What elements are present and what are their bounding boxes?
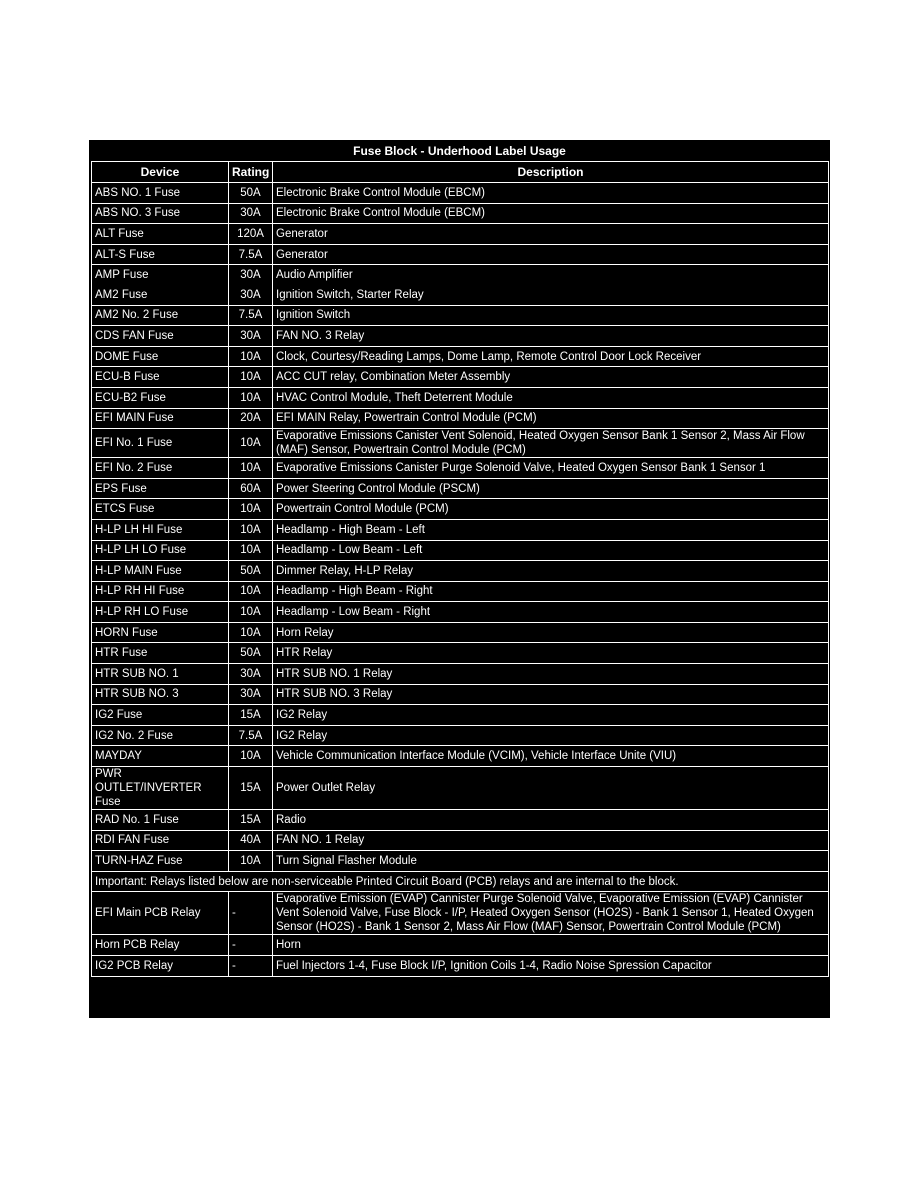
table-row: [92, 851, 829, 872]
column-header-rating: Rating: [229, 162, 273, 183]
rating-cell: 7.5A: [229, 244, 273, 265]
description-cell: EFI MAIN Relay, Powertrain Control Module (PCM): [273, 408, 829, 429]
rating-cell: 10A: [229, 387, 273, 408]
table-row: [92, 561, 829, 582]
description-cell: HVAC Control Module, Theft Deterrent Module: [273, 387, 829, 408]
table-row: [92, 458, 829, 479]
device-cell: AMP Fuse: [92, 265, 229, 285]
table-row: [92, 830, 829, 851]
pcb-relay-row: [92, 956, 829, 977]
device-cell: HTR SUB NO. 3: [92, 684, 229, 705]
description-cell: Clock, Courtesy/Reading Lamps, Dome Lamp, Remote Control Door Lock Receiver: [273, 346, 829, 367]
table-row: [92, 285, 829, 305]
device-cell: AM2 Fuse: [92, 285, 229, 305]
device-cell: HTR SUB NO. 1: [92, 664, 229, 685]
rating-cell: 20A: [229, 408, 273, 429]
note-row: [92, 871, 829, 892]
table-row: [92, 664, 829, 685]
device-cell: ECU-B2 Fuse: [92, 387, 229, 408]
description-cell: Evaporative Emissions Canister Purge Solenoid Valve, Heated Oxygen Sensor Bank 1 Sensor 1: [273, 458, 829, 479]
header-row: [92, 162, 829, 183]
table-row: [92, 602, 829, 623]
device-cell: IG2 No. 2 Fuse: [92, 725, 229, 746]
fuse-table-body: [92, 183, 829, 977]
rating-cell: 30A: [229, 285, 273, 305]
table-row: [92, 499, 829, 520]
table-row: [92, 478, 829, 499]
device-cell: EPS Fuse: [92, 478, 229, 499]
description-cell: IG2 Relay: [273, 725, 829, 746]
rating-cell: 7.5A: [229, 305, 273, 326]
device-cell: RDI FAN Fuse: [92, 830, 229, 851]
description-cell: Generator: [273, 244, 829, 265]
device-cell: H-LP LH HI Fuse: [92, 519, 229, 540]
description-cell: HTR SUB NO. 1 Relay: [273, 664, 829, 685]
fuse-table: [91, 161, 829, 977]
table-row: [92, 244, 829, 265]
description-cell: Audio Amplifier: [273, 265, 829, 285]
rating-cell: 10A: [229, 346, 273, 367]
rating-cell: 50A: [229, 183, 273, 204]
description-cell: Electronic Brake Control Module (EBCM): [273, 203, 829, 224]
rating-cell: 10A: [229, 429, 273, 458]
rating-cell: 50A: [229, 643, 273, 664]
rating-cell: 10A: [229, 581, 273, 602]
table-row: [92, 705, 829, 726]
rating-cell: 10A: [229, 499, 273, 520]
rating-cell: 10A: [229, 746, 273, 767]
rating-cell: 10A: [229, 602, 273, 623]
rating-cell: 10A: [229, 851, 273, 872]
device-cell: H-LP RH HI Fuse: [92, 581, 229, 602]
rating-cell: 10A: [229, 540, 273, 561]
rating-cell: 7.5A: [229, 725, 273, 746]
rating-cell: 10A: [229, 622, 273, 643]
device-cell: ALT-S Fuse: [92, 244, 229, 265]
description-cell: Turn Signal Flasher Module: [273, 851, 829, 872]
device-cell: EFI No. 2 Fuse: [92, 458, 229, 479]
table-row: [92, 622, 829, 643]
description-cell: Ignition Switch, Starter Relay: [273, 285, 829, 305]
description-cell: Horn: [273, 935, 829, 956]
table-row: [92, 581, 829, 602]
rating-cell: 30A: [229, 684, 273, 705]
description-cell: Generator: [273, 224, 829, 245]
description-cell: ACC CUT relay, Combination Meter Assembly: [273, 367, 829, 388]
table-row: [92, 746, 829, 767]
device-cell: ECU-B Fuse: [92, 367, 229, 388]
fuse-table-panel: [89, 140, 830, 1018]
description-cell: Headlamp - High Beam - Right: [273, 581, 829, 602]
description-cell: Ignition Switch: [273, 305, 829, 326]
table-row: [92, 387, 829, 408]
device-cell: MAYDAY: [92, 746, 229, 767]
table-row: [92, 643, 829, 664]
description-cell: FAN NO. 1 Relay: [273, 830, 829, 851]
table-row: [92, 305, 829, 326]
description-cell: Evaporative Emission (EVAP) Cannister Purge Solenoid Valve, Evaporative Emission (EVAP) Cannister Vent Solenoid Valve, Fuse Block - I/P, Heated Oxygen Sensor (HO2S) - Bank 1 Sensor 1, Heated Oxygen Sensor (HO2S) - Bank 1 Sensor 2, Mass Air Flow (MAF) Sensor, Powertrain Control Module (PCM): [273, 892, 829, 935]
description-cell: Evaporative Emissions Canister Vent Solenoid, Heated Oxygen Sensor Bank 1 Sensor 2, Mass Air Flow (MAF) Sensor, Powertrain Control Module (PCM): [273, 429, 829, 458]
device-cell: HTR Fuse: [92, 643, 229, 664]
description-cell: Horn Relay: [273, 622, 829, 643]
description-cell: Power Steering Control Module (PSCM): [273, 478, 829, 499]
description-cell: Electronic Brake Control Module (EBCM): [273, 183, 829, 204]
table-row: [92, 326, 829, 347]
device-cell: H-LP MAIN Fuse: [92, 561, 229, 582]
description-cell: HTR SUB NO. 3 Relay: [273, 684, 829, 705]
device-cell: ABS NO. 1 Fuse: [92, 183, 229, 204]
rating-cell: 30A: [229, 265, 273, 285]
column-header-description: Description: [273, 162, 829, 183]
table-row: [92, 408, 829, 429]
rating-cell: 15A: [229, 767, 273, 810]
rating-cell: 15A: [229, 705, 273, 726]
description-cell: Headlamp - Low Beam - Left: [273, 540, 829, 561]
device-cell: H-LP RH LO Fuse: [92, 602, 229, 623]
description-cell: Power Outlet Relay: [273, 767, 829, 810]
device-cell: H-LP LH LO Fuse: [92, 540, 229, 561]
table-row: [92, 540, 829, 561]
table-row: [92, 519, 829, 540]
rating-cell: 10A: [229, 458, 273, 479]
device-cell: PWR OUTLET/INVERTER Fuse: [92, 767, 229, 810]
important-note: Important: Relays listed below are non-serviceable Printed Circuit Board (PCB) relays and are internal to the block.: [92, 871, 829, 892]
rating-cell: 40A: [229, 830, 273, 851]
rating-cell: -: [229, 935, 273, 956]
rating-cell: 30A: [229, 326, 273, 347]
rating-cell: 30A: [229, 203, 273, 224]
table-row: [92, 429, 829, 458]
rating-cell: -: [229, 892, 273, 935]
rating-cell: 30A: [229, 664, 273, 685]
device-cell: IG2 Fuse: [92, 705, 229, 726]
device-cell: ETCS Fuse: [92, 499, 229, 520]
table-row: [92, 810, 829, 831]
table-row: [92, 265, 829, 285]
table-row: [92, 725, 829, 746]
table-row: [92, 224, 829, 245]
table-row: [92, 203, 829, 224]
device-cell: EFI No. 1 Fuse: [92, 429, 229, 458]
description-cell: HTR Relay: [273, 643, 829, 664]
table-title: Fuse Block - Underhood Label Usage: [353, 144, 566, 158]
description-cell: Vehicle Communication Interface Module (VCIM), Vehicle Interface Unite (VIU): [273, 746, 829, 767]
rating-cell: 10A: [229, 367, 273, 388]
description-cell: Headlamp - Low Beam - Right: [273, 602, 829, 623]
device-cell: CDS FAN Fuse: [92, 326, 229, 347]
device-cell: ALT Fuse: [92, 224, 229, 245]
device-cell: TURN-HAZ Fuse: [92, 851, 229, 872]
rating-cell: -: [229, 956, 273, 977]
rating-cell: 120A: [229, 224, 273, 245]
column-header-device: Device: [92, 162, 229, 183]
device-cell: DOME Fuse: [92, 346, 229, 367]
device-cell: EFI MAIN Fuse: [92, 408, 229, 429]
device-cell: RAD No. 1 Fuse: [92, 810, 229, 831]
description-cell: Dimmer Relay, H-LP Relay: [273, 561, 829, 582]
pcb-relay-row: [92, 935, 829, 956]
table-row: [92, 767, 829, 810]
table-row: [92, 346, 829, 367]
device-cell: EFI Main PCB Relay: [92, 892, 229, 935]
description-cell: Fuel Injectors 1-4, Fuse Block I/P, Ignition Coils 1-4, Radio Noise Spression Capacitor: [273, 956, 829, 977]
pcb-relay-row: [92, 892, 829, 935]
rating-cell: 10A: [229, 519, 273, 540]
table-row: [92, 684, 829, 705]
table-row: [92, 183, 829, 204]
device-cell: ABS NO. 3 Fuse: [92, 203, 229, 224]
rating-cell: 60A: [229, 478, 273, 499]
rating-cell: 15A: [229, 810, 273, 831]
table-row: [92, 367, 829, 388]
rating-cell: 50A: [229, 561, 273, 582]
device-cell: Horn PCB Relay: [92, 935, 229, 956]
description-cell: Radio: [273, 810, 829, 831]
device-cell: AM2 No. 2 Fuse: [92, 305, 229, 326]
description-cell: Headlamp - High Beam - Left: [273, 519, 829, 540]
description-cell: IG2 Relay: [273, 705, 829, 726]
device-cell: HORN Fuse: [92, 622, 229, 643]
description-cell: Powertrain Control Module (PCM): [273, 499, 829, 520]
device-cell: IG2 PCB Relay: [92, 956, 229, 977]
description-cell: FAN NO. 3 Relay: [273, 326, 829, 347]
